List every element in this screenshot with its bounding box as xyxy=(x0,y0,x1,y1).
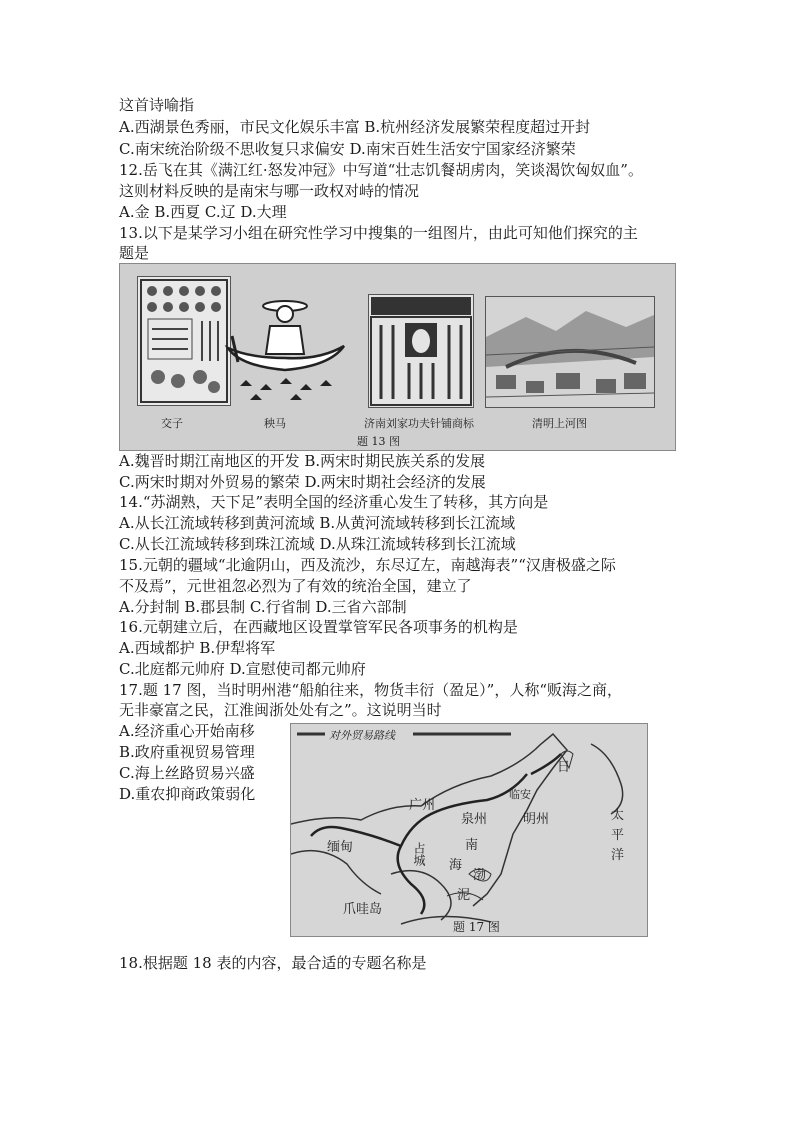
text-line: A.西湖景色秀丽，市民文化娱乐丰富 B.杭州经济发展繁荣程度超过开封 xyxy=(119,118,591,136)
text-line: 这首诗喻指 xyxy=(119,96,195,114)
map-label-japan: 日 xyxy=(557,760,571,775)
figure-13 xyxy=(119,263,676,451)
map-label-guangzhou: 广州 xyxy=(409,798,436,813)
figure-17-map xyxy=(290,723,648,937)
caption-yangma: 秧马 xyxy=(264,417,286,430)
text-line: C.南宋统治阶级不思收复只求偏安 D.南宋百姓生活安宁国家经济繁荣 xyxy=(119,140,576,158)
caption-jiaozi: 交子 xyxy=(161,417,183,430)
map-label-quanzhou: 泉州 xyxy=(461,812,488,827)
map-label-ni: 泥 xyxy=(457,888,471,903)
map-label-ping: 平 xyxy=(611,828,625,843)
map-label-tai: 太 xyxy=(611,808,625,823)
text-line: A.从长江流域转移到黄河流域 B.从黄河流域转移到长江流域 xyxy=(119,514,516,532)
text-line: 题是 xyxy=(119,244,150,262)
text-line: C.两宋时期对外贸易的繁荣 D.两宋时期社会经济的发展 xyxy=(119,473,486,491)
question-15: 15.元朝的疆域“北逾阴山，西及流沙，东尽辽左，南越海表”“汉唐极盛之际 xyxy=(119,556,616,574)
option-b: B.政府重视贸易管理 xyxy=(119,743,255,761)
option-c: C.海上丝路贸易兴盛 xyxy=(119,764,255,782)
qingming-scroll-image xyxy=(485,296,655,408)
text-line: C.北庭都元帅府 D.宣慰使司都元帅府 xyxy=(119,660,366,678)
text-line: 无非豪富之民，江淮闽浙处处有之”。这说明当时 xyxy=(119,701,442,719)
map-label-bo: 渤 xyxy=(473,868,487,883)
map-label-zhancheng: 占城 xyxy=(412,842,426,866)
caption-qingming: 清明上河图 xyxy=(532,417,587,430)
text-line: A.分封制 B.郡县制 C.行省制 D.三省六部制 xyxy=(119,598,407,616)
question-17: 17.题 17 图，当时明州港“船舶往来，物货丰衍（盈足）”，人称“贩海之商， xyxy=(119,681,622,699)
text-line: A.西域都护 B.伊犁将军 xyxy=(119,639,276,657)
text-line: 不及焉”，元世祖忽必烈为了有效的统治全国，建立了 xyxy=(119,577,472,595)
map-label-mingzhou: 明州 xyxy=(523,812,550,827)
question-16: 16.元朝建立后，在西藏地区设置掌管军民各项事务的机构是 xyxy=(119,618,518,636)
question-12: 12.岳飞在其《满江红·怒发冲冠》中写道“壮志饥餐胡虏肉，笑谈渴饮匈奴血”。 xyxy=(119,161,643,179)
text-line: A.魏晋时期江南地区的开发 B.两宋时期民族关系的发展 xyxy=(119,452,486,470)
map-label-yang: 洋 xyxy=(611,848,625,863)
question-13: 13.以下是某学习小组在研究性学习中搜集的一组图片，由此可知他们探究的主 xyxy=(119,224,638,242)
map-label-burma: 缅甸 xyxy=(327,840,354,855)
map-legend: 对外贸易路线 xyxy=(329,729,395,742)
option-a: A.经济重心开始南移 xyxy=(119,722,255,740)
text-line: C.从长江流域转移到珠江流域 D.从珠江流域转移到长江流域 xyxy=(119,535,516,553)
map-label-hai: 海 xyxy=(449,858,463,873)
question-18: 18.根据题 18 表的内容，最合适的专题名称是 xyxy=(119,954,427,972)
needle-shop-trademark-image xyxy=(368,294,474,408)
question-14: 14.“苏湖熟，天下足”表明全国的经济重心发生了转移，其方向是 xyxy=(119,493,549,511)
jiaozi-image xyxy=(137,276,231,406)
caption-trademark: 济南刘家功夫针铺商标 xyxy=(364,417,474,430)
figure-13-title: 题 13 图 xyxy=(357,435,400,448)
yangma-image xyxy=(220,286,350,406)
text-line: 这则材料反映的是南宋与哪一政权对峙的情况 xyxy=(119,182,420,200)
map-label-java: 爪哇岛 xyxy=(343,902,383,917)
text-line: A.金 B.西夏 C.辽 D.大理 xyxy=(119,203,287,221)
map-label-nan: 南 xyxy=(465,838,479,853)
map-label-linan: 临安 xyxy=(509,788,531,801)
option-d: D.重农抑商政策弱化 xyxy=(119,785,256,803)
figure-17-title: 题 17 图 xyxy=(453,920,500,934)
